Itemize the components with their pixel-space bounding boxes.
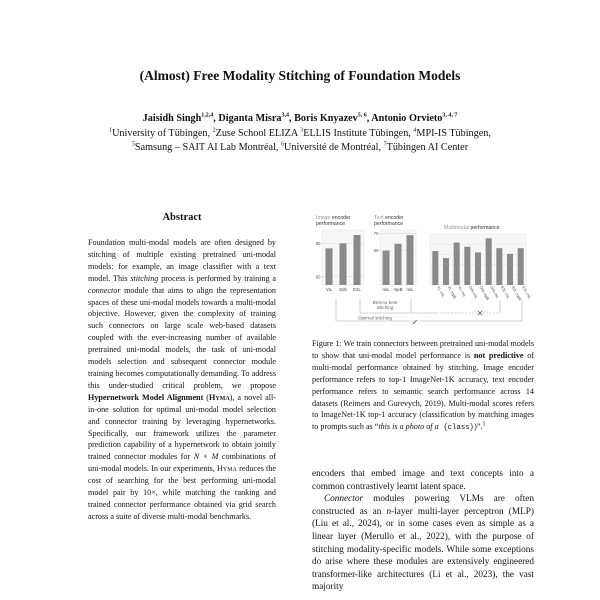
affiliation-mark: 3	[300, 127, 304, 134]
x-tick-label: DiN-mpB	[478, 285, 490, 301]
bar	[518, 248, 524, 285]
svg-text:performance: performance	[374, 221, 404, 227]
author-affil-mark: 1,2,4	[201, 112, 214, 119]
bar	[354, 235, 361, 285]
x-tick-label: VL-mpB	[446, 285, 457, 300]
svg-text:performance: performance	[316, 221, 346, 227]
body-paragraph-2: Connector modules powering VLMs are often constructed as an n-layer multi-layer perceptron (MLP) (Liu et al., 2024), or in some cases even as simple as a linear layer (Merullo et al., 2022), with the purpose of stitching modality-specific models. While some exceptions do arise where these modules are extensively engineered transformer-like architectures (Li et al., 2023), the vast majority	[312, 494, 534, 593]
affiliation-mark: 5	[131, 141, 135, 148]
affiliation-mark: 7	[383, 141, 387, 148]
affiliation-mark: 4	[413, 127, 417, 134]
best-label: Best-to-best	[372, 300, 398, 305]
paper-title: (Almost) Free Modality Stitching of Foundation Models	[139, 68, 461, 83]
y-tick-label: 70	[373, 231, 379, 237]
x-tick-label: DiN-miL	[467, 285, 479, 300]
figure-1	[312, 212, 534, 324]
author-list	[0, 113, 600, 124]
affiliation-name: University of Tübingen,	[112, 128, 213, 139]
author-separator: ,	[213, 113, 219, 124]
bar	[432, 251, 438, 285]
affiliation-name: ELLIS Institute Tübingen,	[303, 128, 414, 139]
x-tick-label: E2L-mpB	[510, 285, 523, 302]
author-name: Diganta Misra	[218, 113, 282, 124]
affiliation-name: Tübingen AI Center	[386, 142, 469, 153]
bar	[486, 238, 492, 285]
optimal-label: Optimal stitching	[358, 315, 392, 321]
bar	[496, 248, 502, 285]
x-tick-label: ViL	[325, 287, 333, 292]
x-tick-label: miL	[406, 287, 414, 292]
affiliations-line-2	[0, 142, 600, 153]
bar	[475, 252, 481, 285]
bar	[326, 248, 333, 285]
author-affil-mark: 3, 4, 7	[442, 112, 458, 119]
affiliation-mark: 1	[109, 127, 113, 134]
svg-text:Multimodal performance: Multimodal performance	[444, 225, 500, 231]
author-separator: ,	[366, 113, 372, 124]
bar	[340, 243, 347, 285]
x-tick-label: E2L-miL	[521, 285, 532, 300]
body-text	[312, 468, 534, 594]
affiliations-line-1	[0, 128, 600, 139]
x-tick-label: mpB	[393, 287, 403, 292]
figure-caption: Figure 1: We train connectors between pretrained uni-modal models to show that uni-modal model performance is not predictive of multi-modal performance obtained by stitching. Image encoder performance refers to top-1 ImageNet-1K accuracy, text encoder performance refers to semantic search performance across 14 datasets (Reimers and Gurevych, 2019). Multi-modal scores refers to ImageNet-1K top-1 accuracy (classification by matching images to prompts such as “this is a photo of a {class})”.$^1$	[312, 339, 534, 433]
y-tick-label: 80	[315, 240, 321, 246]
y-tick-label: 60	[315, 274, 321, 280]
bar	[383, 251, 390, 285]
bar	[407, 235, 414, 285]
author-separator: ,	[289, 113, 295, 124]
cross-icon: ✕	[476, 309, 484, 318]
affiliation-mark: 2	[212, 127, 216, 134]
affiliation-mark: 6	[281, 141, 285, 148]
author-name: Boris Knyazev	[294, 113, 358, 124]
author-name: Antonio Orvieto	[371, 113, 443, 124]
bar	[464, 247, 470, 285]
author-affil-mark: 5, 6	[357, 112, 367, 119]
x-tick-label: miL	[382, 287, 390, 292]
abstract-text: Foundation multi-modal models are often designed by stitching of multiple existing pretrained uni-modal models: for example, an image classifier with a text model. This stitching process is performed by training a connector module that aims to align the representation spaces of these uni-modal models towards a multi-modal objective. However, given the complexity of training such connectors on large scale web-based datasets coupled with the ever-increasing number of available pretrained uni-modal models, the task of uni-modal models selection and subsequent connector module training becomes computationally demanding. To address this under-studied critical problem, we propose Hypernetwork Model Alignment (Hyma), a novel all-in-one solution for optimal uni-modal model selection and connector training by leveraging hypernetworks. Specifically, our framework utilizes the parameter prediction capability of a hypernetwork to obtain jointly trained connector modules for N × M combinations of uni-modal models. In our experiments, Hyma reduces the cost of searching for the best performing uni-modal model pair by 10×, while matching the ranking and trained connector performance obtained via grid search across a suite of diverse multi-modal benchmarks.	[88, 238, 276, 521]
affiliation-name: Samsung – SAIT AI Lab Montréal,	[134, 142, 282, 153]
affiliation-name: MPI-IS Tübingen,	[416, 128, 491, 139]
svg-text:Text encoder: Text encoder	[374, 215, 404, 221]
author-name: Jaisidh Singh	[142, 113, 202, 124]
x-tick-label: DiN-miL	[489, 285, 500, 300]
svg-text:Image encoder: Image encoder	[316, 215, 351, 221]
x-tick-label: DiN	[339, 287, 347, 292]
best-label-2: stitching	[376, 305, 394, 310]
bar	[443, 258, 449, 285]
affiliation-name: Université de Montréal,	[284, 142, 384, 153]
y-tick-label: 60	[373, 248, 379, 254]
x-tick-label: VL-miL	[457, 285, 467, 298]
x-tick-label: E2L-miL	[499, 285, 511, 300]
x-tick-label: E2L	[353, 287, 361, 292]
author-affil-mark: 3,4	[281, 112, 289, 119]
bar	[507, 254, 513, 285]
check-icon: ✓	[411, 318, 419, 324]
abstract-heading: Abstract	[162, 212, 202, 223]
body-paragraph-1: encoders that embed image and text concepts into a common contrastively learnt latent space.	[312, 469, 534, 492]
x-tick-label: VL-miL	[435, 285, 446, 298]
affiliation-name: Zuse School ELIZA	[215, 128, 301, 139]
bar	[454, 243, 460, 286]
bar	[395, 244, 402, 285]
